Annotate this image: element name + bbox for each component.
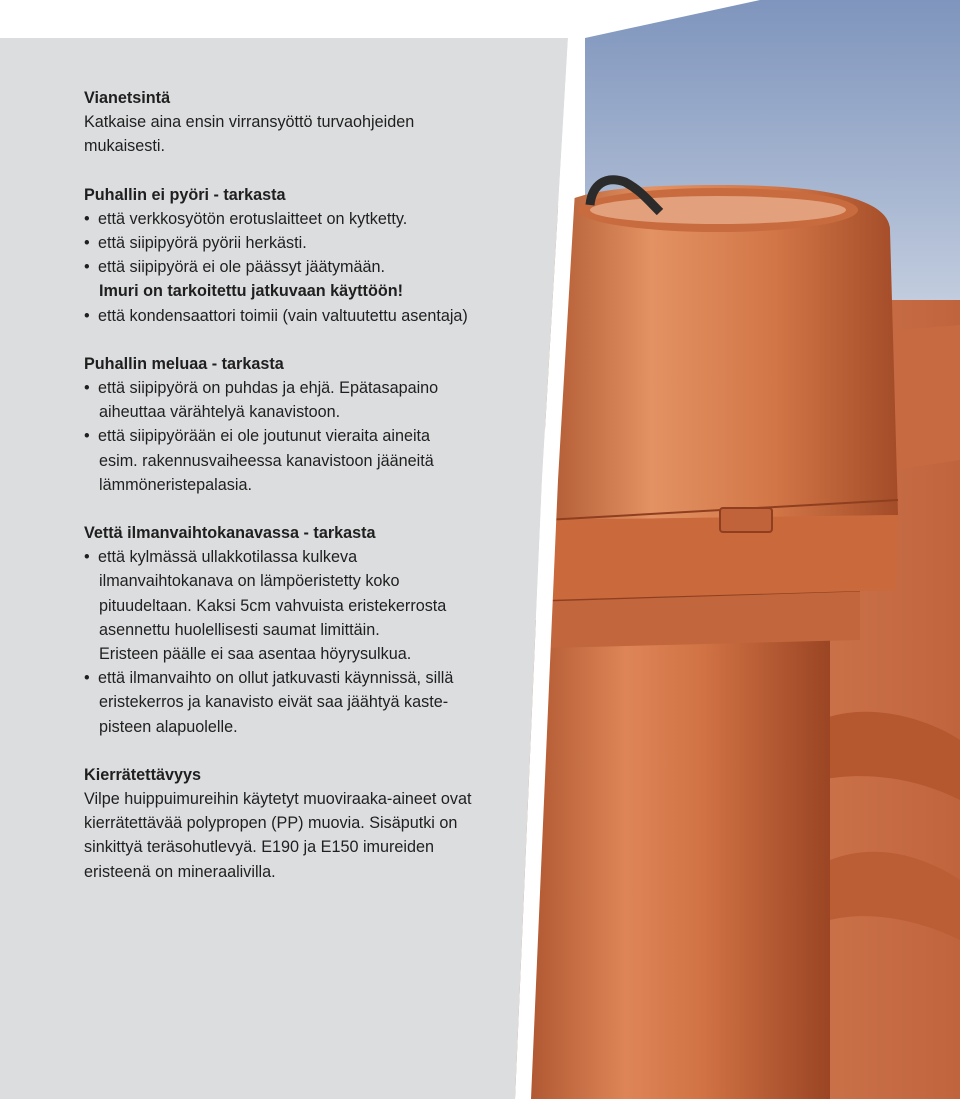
section-heading-vetta-kanavassa: Vettä ilmanvaihtokanavassa - tarkasta [84,524,376,543]
bullet-item: • että ilmanvaihto on ollut jatkuvasti käynnissä, sillä [84,666,504,690]
bullet-continuation: lämmöneristepalasia. [99,475,252,494]
bullet-continuation: aiheuttaa värähtelyä kanavistoon. [99,403,341,422]
section-heading-vianetsinta: Vianetsintä [84,89,171,107]
bullet-item: • että siipipyörä ei ole päässyt jäätymään. [84,255,504,279]
bullet-item: • että siipipyörä pyörii herkästi. [84,231,504,255]
bullet-continuation: pituudeltaan. Kaksi 5cm vahvuista eristekerrosta [99,596,447,615]
bullet-continuation: asennettu huolellisesti saumat limittäin. [99,620,380,639]
bullet-item: • että kondensaattori toimii (vain valtuutettu asentaja) [84,304,504,328]
text-line: sinkittyä teräsohutlevyä. E190 ja E150 imureiden [84,838,435,857]
bullet-item: • että kylmässä ullakkotilassa kulkeva [84,545,504,569]
text-line: mukaisesti. [84,137,165,156]
bullet-icon: • [84,258,90,277]
bullet-continuation: esim. rakennusvaiheessa kanavistoon jääneitä [99,451,434,470]
text-line: Katkaise aina ensin virransyöttö turvaohjeiden [84,113,415,132]
bullet-continuation: pisteen alapuolelle. [99,717,238,736]
bullet-item: • että verkkosyötön erotuslaitteet on kytketty. [84,207,504,231]
continuous-use-note: Imuri on tarkoitettu jatkuvaan käyttöön! [99,282,404,301]
text-line: Vilpe huippuimureihin käytetyt muoviraaka-aineet ovat [84,790,472,809]
bullet-icon: • [84,306,90,325]
troubleshooting-text [84,86,504,884]
bullet-icon: • [84,234,90,253]
bullet-item: • että siipipyörään ei ole joutunut vieraita aineita [84,424,504,448]
section-heading-puhallin-ei-pyori: Puhallin ei pyöri - tarkasta [84,185,286,204]
bullet-icon: • [84,548,90,567]
bullet-item: • että siipipyörä on puhdas ja ehjä. Epätasapaino [84,376,504,400]
bullet-icon: • [84,379,90,398]
bullet-icon: • [84,427,90,446]
bullet-icon: • [84,669,90,688]
section-heading-kierratettavyys: Kierrätettävyys [84,765,201,784]
section-heading-puhallin-meluaa: Puhallin meluaa - tarkasta [84,354,284,373]
text-line: eristeenä on mineraalivilla. [84,862,276,881]
text-line: kierrätettävää polypropen (PP) muovia. Sisäputki on [84,814,458,833]
bullet-continuation: Eristeen päälle ei saa asentaa höyrysulkua. [99,645,412,664]
bullet-icon: • [84,209,90,228]
bullet-continuation: ilmanvaihtokanava on lämpöeristetty koko [99,572,400,591]
bullet-continuation: eristekerros ja kanavisto eivät saa jäähtyä kaste- [99,693,449,712]
